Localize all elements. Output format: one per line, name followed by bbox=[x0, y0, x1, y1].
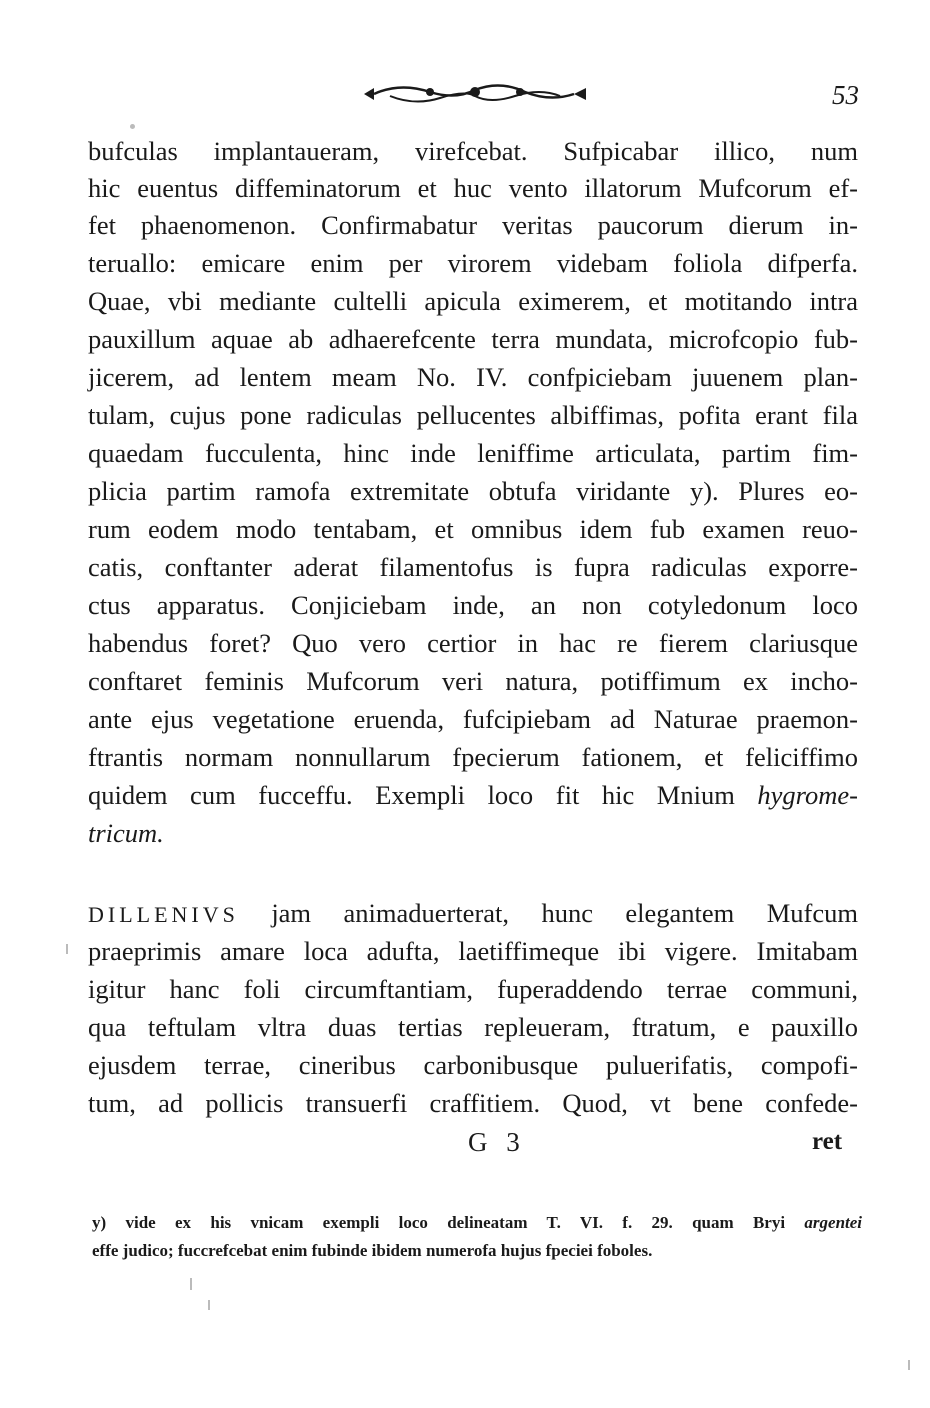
footnote-line-1-text: y) vide ex his vnicam exempli loco delineatam T. VI. f. 29. quam Bryi bbox=[92, 1213, 786, 1232]
paragraph2-line-4: qua teftulam vltra duas tertias repleueram, ftratum, e pauxillo bbox=[88, 1012, 858, 1042]
ink-speck bbox=[190, 1278, 192, 1290]
body-line-2: hic euentus diffeminatorum et huc vento illatorum Mufcorum ef- bbox=[88, 173, 858, 203]
body-line-18-text: quidem cum fucceffu. Exempli loco fit hic Mnium bbox=[88, 780, 735, 810]
ink-speck bbox=[908, 1360, 910, 1370]
author-name: DILLENIVS bbox=[88, 902, 239, 927]
body-line-10: plicia partim ramofa extremitate obtufa viridante y). Plures eo- bbox=[88, 476, 858, 506]
body-line-11: rum eodem modo tentabam, et omnibus idem fub examen reuo- bbox=[88, 514, 858, 544]
catchword: ret bbox=[812, 1128, 843, 1155]
body-line-8: tulam, cujus pone radiculas pellucentes albiffimas, pofita erant fila bbox=[88, 400, 858, 430]
body-line-18 bbox=[88, 777, 858, 813]
body-line-14: habendus foret? Quo vero certior in hac re fierem clariusque bbox=[88, 628, 858, 658]
body-line-9: quaedam fucculenta, hinc inde leniffime articulata, partim fim- bbox=[88, 438, 858, 468]
body-line-3: fet phaenomenon. Confirmabatur veritas paucorum dierum in- bbox=[88, 210, 858, 240]
footnote-italic-word: argentei bbox=[804, 1213, 863, 1232]
paragraph2-line-1-text: jam animaduerterat, hunc elegantem Mufcum bbox=[271, 898, 858, 928]
signature-mark: G 3 bbox=[468, 1127, 526, 1157]
body-line-1: bufculas implantaueram, virefcebat. Sufpicabar illico, num bbox=[88, 136, 858, 166]
body-line-13: ctus apparatus. Conjiciebam inde, an non cotyledonum loco bbox=[88, 590, 858, 620]
header-ornament bbox=[360, 78, 590, 108]
paragraph2-line-3: igitur hanc foli circumftantiam, fuperaddendo terrae communi, bbox=[88, 974, 858, 1004]
body-line-17: ftrantis normam nonnullarum fpecierum fationem, et feliciffimo bbox=[88, 742, 858, 772]
body-line-4: teruallo: emicare enim per virorem videbam foliola difperfa. bbox=[88, 248, 858, 278]
species-name-part2: tricum. bbox=[88, 818, 164, 848]
body-line-12: catis, conftanter aderat filamentofus is fupra radiculas exporre- bbox=[88, 552, 858, 582]
ink-speck bbox=[208, 1300, 210, 1310]
ink-speck bbox=[130, 124, 135, 129]
body-line-16: ante ejus vegetatione eruenda, fufcipiebam ad Naturae praemon- bbox=[88, 704, 858, 734]
footnote-line-2: effe judico; fuccrefcebat enim fubinde ibidem numerofa hujus fpeciei foboles. bbox=[92, 1241, 653, 1260]
body-line-15: conftaret feminis Mufcorum veri natura, potiffimum ex incho- bbox=[88, 666, 858, 696]
page-number: 53 bbox=[832, 80, 859, 110]
paragraph2-line-2: praeprimis amare loca adufta, laetiffimeque ibi vigere. Imitabam bbox=[88, 936, 858, 966]
body-line-5: Quae, vbi mediante cultelli apicula eximerem, et motitando intra bbox=[88, 286, 858, 316]
body-line-19 bbox=[88, 815, 858, 851]
paragraph2-line-6: tum, ad pollicis transuerfi craffitiem. Quod, vt bene confede- bbox=[88, 1088, 858, 1118]
species-name-part1: hygrome- bbox=[757, 780, 858, 810]
paragraph2-line-5: ejusdem terrae, cineribus carbonibusque puluerifatis, compofi- bbox=[88, 1050, 858, 1080]
body-line-7: jicerem, ad lentem meam No. IV. confpiciebam juuenem plan- bbox=[88, 362, 858, 392]
ink-speck bbox=[66, 944, 68, 954]
footnote-line-1 bbox=[92, 1210, 862, 1236]
paragraph2-line-1 bbox=[88, 895, 858, 933]
body-line-6: pauxillum aquae ab adhaerefcente terra mundata, microfcopio fub- bbox=[88, 324, 858, 354]
